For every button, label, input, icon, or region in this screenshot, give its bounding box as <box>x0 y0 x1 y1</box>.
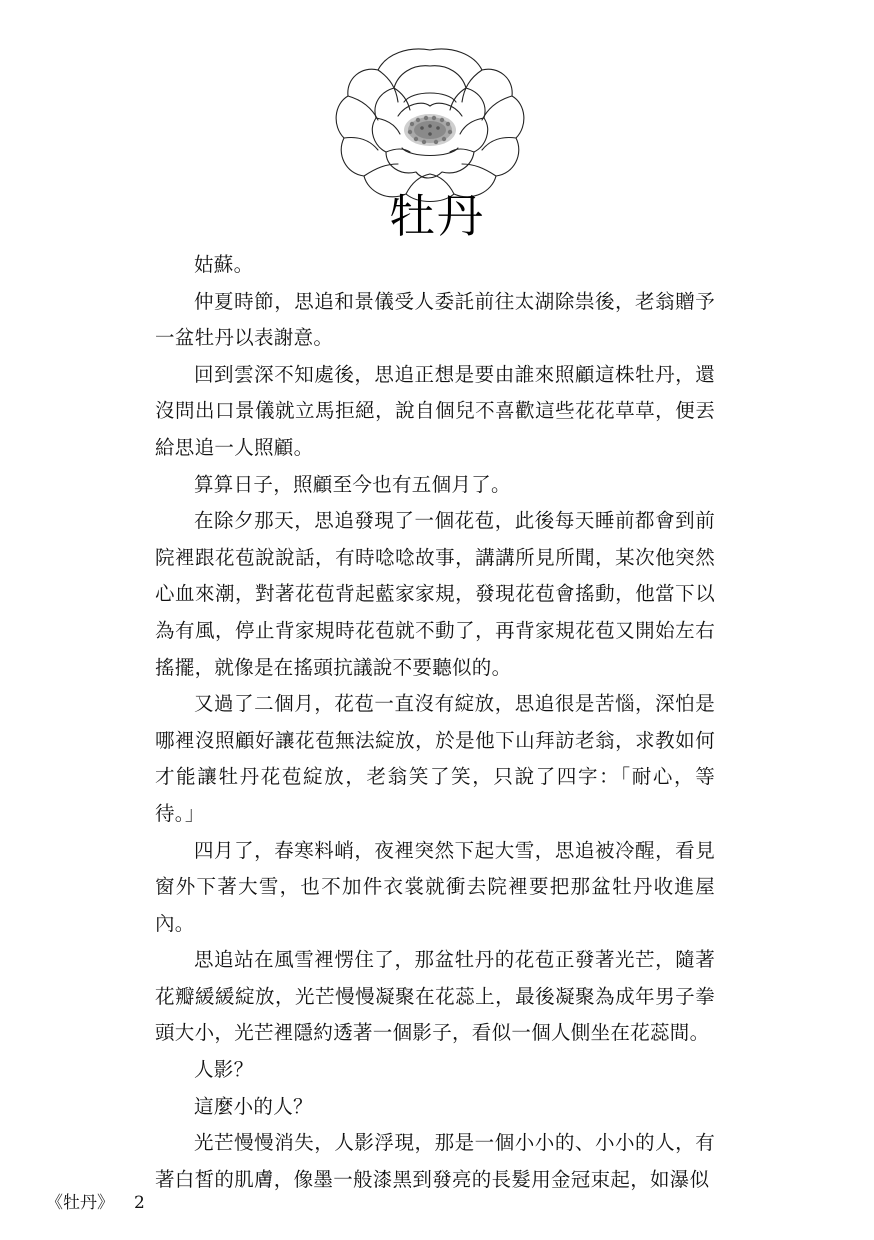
paragraph: 光芒慢慢消失，人影浮現，那是一個小小的、小小的人，有著白皙的肌膚，像墨一般漆黑到發亮的長髮用金冠束起，如瀑似 <box>155 1131 715 1191</box>
paragraph: 思追站在風雪裡愣住了，那盆牡丹的花苞正發著光芒，隨著花瓣緩緩綻放，光芒慢慢凝聚在花蕊上，最後凝聚為成年男子拳頭大小，光芒裡隱約透著一個影子，看似一個人側坐在花蕊間。 <box>155 948 715 1045</box>
paragraph: 四月了，春寒料峭，夜裡突然下起大雪，思追被冷醒，看見窗外下著大雪，也不加件衣裳就衝去院裡要把那盆牡丹收進屋內。 <box>155 838 715 935</box>
paragraph: 仲夏時節，思追和景儀受人委託前往太湖除祟後，老翁贈予一盆牡丹以表謝意。 <box>155 289 715 350</box>
paragraph: 算算日子，照顧至今也有五個月了。 <box>194 472 511 496</box>
paragraph: 人影？ <box>194 1058 254 1082</box>
paragraph: 又過了二個月，花苞一直沒有綻放，思追很是苦惱，深怕是哪裡沒照顧好讓花苞無法綻放，於是他下山拜訪老翁，求教如何才能讓牡丹花苞綻放，老翁笑了笑，只說了四字：「耐心，等待。」 <box>155 692 715 825</box>
peony-illustration <box>332 44 528 206</box>
paragraph: 在除夕那天，思追發現了一個花苞，此後每天睡前都會到前院裡跟花苞說說話，有時唸唸故事，講講所見所聞，某次他突然心血來潮，對著花苞背起藍家家規，發現花苞會搖動，他當下以為有風，停止背家規時花苞就不動了，再背家規花苞又開始左右搖擺，就像是在搖頭抗議說不要聽似的。 <box>155 509 715 679</box>
page-number: 2 <box>134 1193 145 1213</box>
footer-book-title: 《牡丹》 <box>46 1193 114 1213</box>
chapter-title: 牡丹 <box>389 189 485 243</box>
paragraph: 姑蘇。 <box>194 253 254 276</box>
page-footer <box>46 1190 145 1216</box>
paragraph: 回到雲深不知處後，思追正想是要由誰來照顧這株牡丹，還沒問出口景儀就立馬拒絕，說自個兒不喜歡這些花花草草，便丟給思追一人照顧。 <box>155 362 715 459</box>
body-text <box>155 247 715 1198</box>
paragraph: 這麼小的人？ <box>194 1094 313 1118</box>
